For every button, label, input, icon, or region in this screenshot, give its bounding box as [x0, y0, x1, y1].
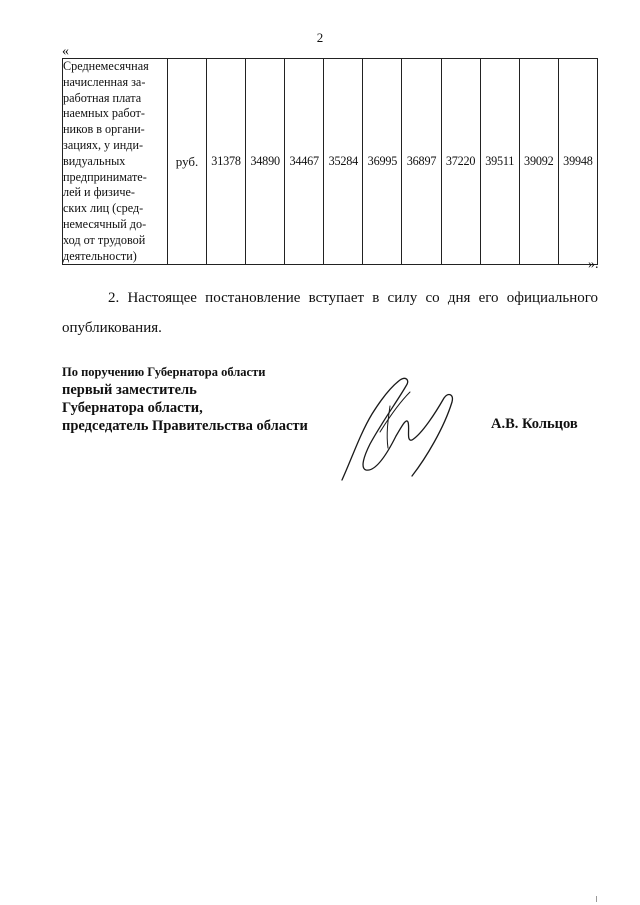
- row-label-line: предпринимате-: [63, 169, 147, 184]
- signatory-title-line: председатель Правительства области: [62, 418, 308, 434]
- value-cell: 37220: [441, 59, 480, 265]
- value-cell: 36995: [363, 59, 402, 265]
- closing-quote: ».: [588, 257, 599, 272]
- handwritten-signature: [330, 372, 480, 484]
- row-label-line: работная плата: [63, 90, 142, 105]
- value-cell: 35284: [324, 59, 363, 265]
- page-number: 2: [316, 30, 324, 45]
- value-cell: 34890: [246, 59, 285, 265]
- salary-table: [62, 58, 598, 265]
- row-label-line: Среднемесячная: [63, 59, 149, 73]
- value-cell: 34467: [285, 59, 324, 265]
- value-cell: 31378: [207, 59, 246, 265]
- value-cell: 36897: [402, 59, 441, 265]
- table-row: [63, 59, 598, 265]
- row-label-line: зациях, у инди-: [63, 137, 144, 152]
- row-label-line: ских лиц (сред-: [63, 201, 144, 216]
- unit-cell: руб.: [168, 59, 207, 265]
- row-label-line: ход от трудовой: [63, 232, 146, 247]
- scan-edge-mark: [596, 896, 597, 902]
- row-label-line: начисленная за-: [63, 74, 146, 89]
- opening-quote: «: [62, 44, 69, 59]
- row-label-line: лей и физиче-: [63, 185, 135, 200]
- row-label-line: немесячный до-: [63, 216, 147, 231]
- signer-name: А.В. Кольцов: [491, 416, 578, 432]
- value-cell: 39948: [558, 59, 597, 265]
- row-label-cell: [63, 59, 168, 265]
- signature-block: [62, 364, 308, 435]
- effective-date-paragraph: 2. Настоящее постановление вступает в силу со дня его официального опубликования.: [62, 290, 598, 336]
- row-label-line: наемных работ-: [63, 106, 145, 121]
- value-cell: 39092: [519, 59, 558, 265]
- value-cell: 39511: [480, 59, 519, 265]
- row-label-line: видуальных: [63, 153, 126, 168]
- row-label-line: деятельности): [63, 248, 137, 263]
- signatory-authority-line: По поручению Губернатора области: [62, 365, 266, 379]
- signatory-title-line: первый заместитель: [62, 382, 197, 398]
- row-label-line: ников в органи-: [63, 122, 145, 137]
- signatory-title-line: Губернатора области,: [62, 400, 203, 416]
